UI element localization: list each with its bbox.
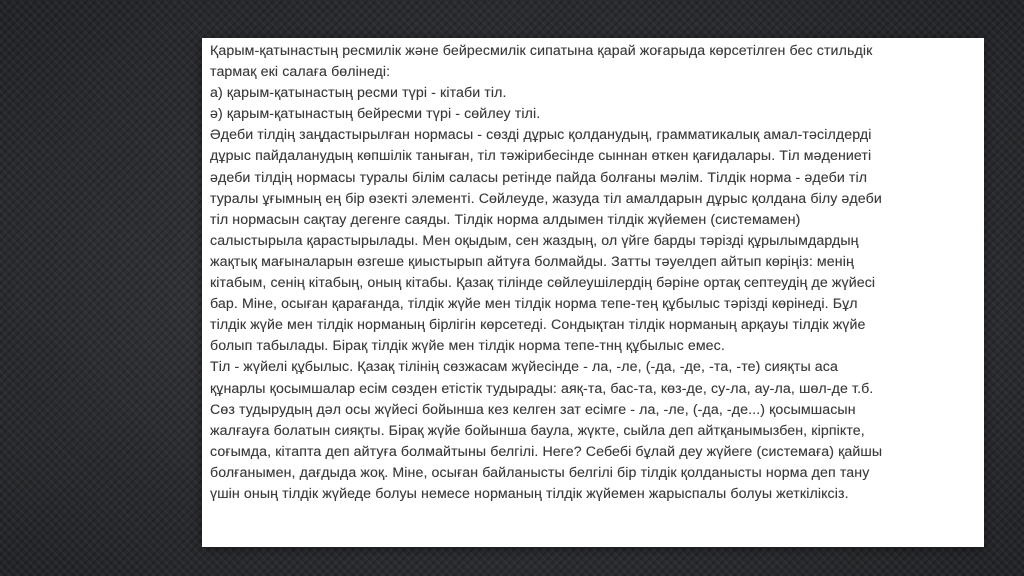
text-line: соғымда, кітапта деп айтуға болмайтыны белгілі. Неге? Себебі бұлай деу жүйеге (системаға) қайшы — [210, 443, 883, 460]
text-line: салыстырыла қарастырылады. Мен оқыдым, сен жаздың, ол үйге барды тәрізді құрылымдардың — [210, 232, 859, 249]
document-image — [202, 38, 984, 547]
text-line: тілдік жүйе мен тілдік норманың бірлігін көрсетеді. Сондықтан тілдік норманың арқауы тілдік жүйе — [210, 317, 866, 334]
text-line: тармақ екі салаға бөлінеді: — [210, 64, 391, 81]
text-line: дұрыс пайдаланудың көпшілік таныған, тіл тәжірибесінде сыннан өткен қағидалары. Тіл мәдениеті — [210, 148, 872, 165]
text-line: Сөз тудырудың дәл осы жүйесі бойынша кез келген зат есімге - ла, -ле, (-да, -де...) қосымшасын — [210, 401, 856, 418]
text-line: Қарым-қатынастың ресмилік және бейресмилік сипатына қарай жоғарыда көрсетілген бес стильдік — [210, 43, 873, 59]
text-line: туралы ұғымның ең бір өзекті элементі. Сөйлеуде, жазуда тіл амалдарын дұрыс қолдана білу әдеби — [210, 190, 882, 207]
document-text — [210, 41, 976, 505]
text-line: а) қарым-қатынастың ресми түрі - кітаби тіл. — [210, 85, 507, 102]
text-line: жалғауға болатын сияқты. Бірақ жүйе бойынша баула, жүкте, сыйла деп айтқанымызбен, кірпікте, — [210, 422, 865, 439]
text-line: тіл нормасын сақтау дегенге саяды. Тілдік норма алдымен тілдік жүйемен (системамен) — [210, 211, 801, 228]
text-line: Тіл - жүйелі құбылыс. Қазақ тілінің сөзжасам жүйесінде - ла, -ле, (-да, -де, -та, -те) сияқты аса — [210, 359, 838, 376]
text-line: Әдеби тілдің заңдастырылған нормасы - сөзді дұрыс қолданудың, грамматикалық амал-тәсілдерді — [210, 127, 872, 144]
text-line: болғанымен, дағдыда жоқ. Міне, осыған байланысты белгілі бір тілдік қолданысты норма деп тану — [210, 464, 870, 481]
text-line: құнарлы қосымшалар есім сөзден етістік тудырады: аяқ-та, бас-та, көз-де, су-ла, ау-ла, шөл-де т.б. — [210, 380, 874, 397]
text-line: ә) қарым-қатынастың бейресми түрі - сөйлеу тілі. — [210, 106, 541, 123]
text-line: жақтық мағыналарын өзгеше қиыстырып айтуға болмайды. Затты тәуелдеп айтып көріңіз: менің — [210, 253, 854, 270]
text-line: үшін оның тілдік жүйеде болуы немесе норманың тілдік жүйемен жарыспалы болуы жеткіліксіз. — [210, 485, 849, 502]
text-line: болып табылады. Бірақ тілдік жүйе мен тілдік норма тепе-тнң құбылыс емес. — [210, 338, 725, 355]
text-line: бар. Міне, осыған қарағанда, тілдік жүйе мен тілдік норма тепе-тең құбылыс тәрізді көрінеді. Бұл — [210, 296, 858, 313]
text-line: кітабым, сенің кітабың, оның кітабы. Қазақ тілінде сөйлеушілердің бәріне ортақ септеудің де жүйесі — [210, 275, 876, 292]
text-line: әдеби тілдің нормасы туралы білім саласы ретінде пайда болғаны мәлім. Тілдік норма - әдеби тіл — [210, 169, 868, 186]
